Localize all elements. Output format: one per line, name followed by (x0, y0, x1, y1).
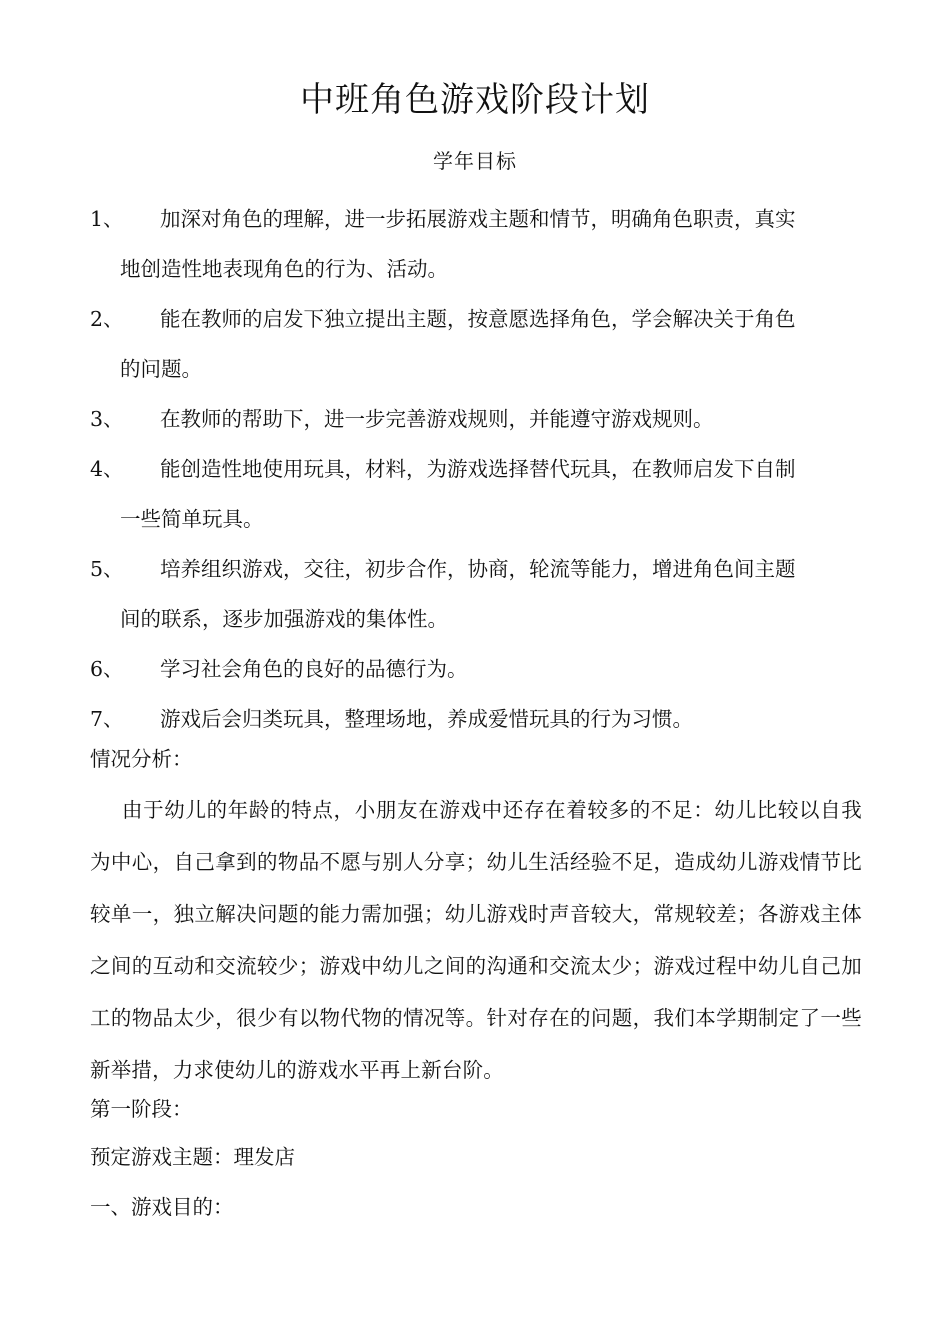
goal-line-1: 游戏后会归类玩具，整理场地，养成爱惜玩具的行为习惯。 (160, 707, 693, 731)
goal-item-1 (90, 194, 862, 294)
purpose-heading: 一、游戏目的： (90, 1195, 234, 1219)
goal-item-3 (90, 394, 862, 444)
analysis-paragraph: 由于幼儿的年龄的特点，小朋友在游戏中还存在着较多的不足：幼儿比较以自我为中心，自己拿到的物品不愿与别人分享；幼儿生活经验不足，造成幼儿游戏情节比较单一，独立解决问题的能力需加强；幼儿游戏时声音较大，常规较差；各游戏主体之间的互动和交流较少；游戏中幼儿之间的沟通和交流太少；游戏过程中幼儿自己加工的物品太少，很少有以物代物的情况等。针对存在的问题，我们本学期制定了一些新举措，力求使幼儿的游戏水平再上新台阶。 (90, 798, 862, 1082)
goal-item-4 (90, 444, 862, 544)
goal-number: 7、 (90, 707, 124, 731)
goal-number: 1、 (90, 207, 124, 231)
goal-line-2: 一些简单玩具。 (120, 507, 264, 531)
analysis-heading: 情况分析： (90, 747, 193, 771)
goal-line-1: 能在教师的启发下独立提出主题，按意愿选择角色，学会解决关于角色 (160, 307, 796, 331)
goal-line-1: 培养组织游戏，交往，初步合作，协商，轮流等能力，增进角色间主题 (160, 557, 796, 581)
goal-line-2: 间的联系，逐步加强游戏的集体性。 (120, 607, 448, 631)
goal-line-2: 地创造性地表现角色的行为、活动。 (120, 257, 448, 281)
goal-number: 5、 (90, 557, 124, 581)
theme-line: 预定游戏主题：理发店 (90, 1145, 295, 1169)
goals-list (90, 194, 862, 744)
goal-item-6 (90, 644, 862, 694)
section-subtitle: 学年目标 (433, 149, 517, 173)
goal-number: 4、 (90, 457, 124, 481)
goal-number: 3、 (90, 407, 124, 431)
goal-line-1: 加深对角色的理解，进一步拓展游戏主题和情节，明确角色职责，真实 (160, 207, 796, 231)
goal-item-5 (90, 544, 862, 644)
goal-line-2: 的问题。 (120, 357, 202, 381)
goal-number: 6、 (90, 657, 124, 681)
stage-heading: 第一阶段： (90, 1097, 193, 1121)
goal-item-2 (90, 294, 862, 394)
goal-line-1: 在教师的帮助下，进一步完善游戏规则，并能遵守游戏规则。 (160, 407, 714, 431)
goal-number: 2、 (90, 307, 124, 331)
goal-line-1: 能创造性地使用玩具，材料，为游戏选择替代玩具，在教师启发下自制 (160, 457, 796, 481)
goal-line-1: 学习社会角色的良好的品德行为。 (160, 657, 468, 681)
document-title: 中班角色游戏阶段计划 (300, 80, 650, 120)
